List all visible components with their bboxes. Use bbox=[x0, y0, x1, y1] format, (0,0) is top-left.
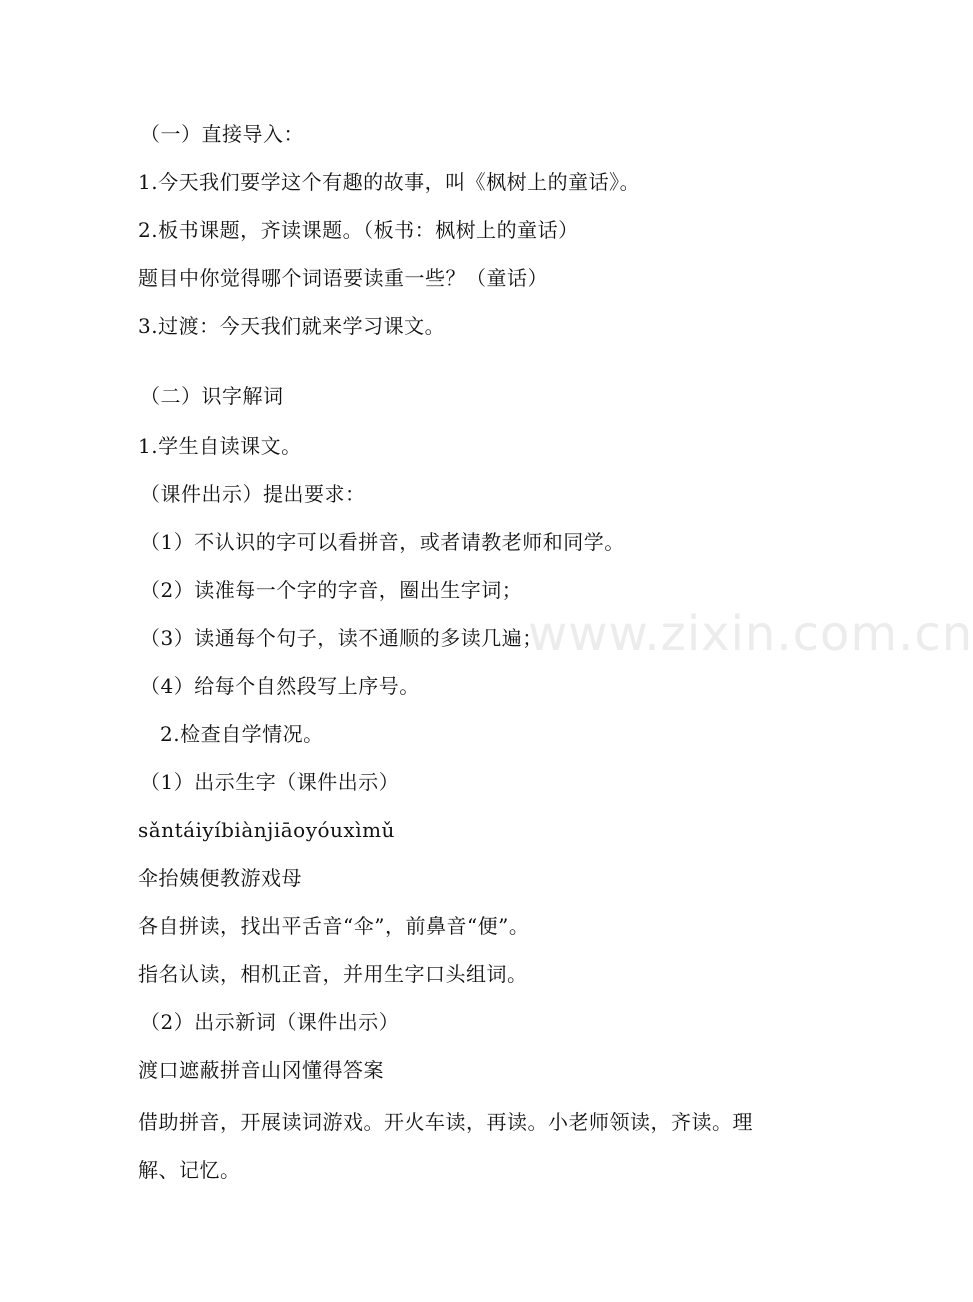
list-item: （2）出示新词（课件出示） bbox=[140, 1010, 400, 1034]
list-item: （4）给每个自然段写上序号。 bbox=[140, 674, 420, 698]
paragraph-line: 1.今天我们要学这个有趣的故事，叫《枫树上的童话》。 bbox=[138, 170, 641, 194]
paragraph-line: 各自拼读，找出平舌音“伞”，前鼻音“便”。 bbox=[138, 914, 530, 938]
paragraph-line: （课件出示）提出要求： bbox=[140, 482, 366, 506]
paragraph-line: 1.学生自读课文。 bbox=[138, 434, 302, 458]
section-heading-intro: （一）直接导入： bbox=[140, 122, 304, 146]
paragraph-line: 2.板书课题，齐读课题。（板书：枫树上的童话） bbox=[138, 218, 579, 242]
list-item: （1）不认识的字可以看拼音，或者请教老师和同学。 bbox=[140, 530, 625, 554]
section-heading-vocabulary: （二）识字解词 bbox=[140, 384, 284, 408]
paragraph-line: 3.过渡：今天我们就来学习课文。 bbox=[138, 314, 446, 338]
paragraph-line: 指名认读，相机正音，并用生字口头组词。 bbox=[138, 962, 528, 986]
list-item: （3）读通每个句子，读不通顺的多读几遍； bbox=[140, 626, 543, 650]
paragraph-line: 题目中你觉得哪个词语要读重一些？（童话） bbox=[138, 266, 548, 290]
character-line: 伞抬姨便教游戏母 bbox=[138, 866, 302, 890]
paragraph-wrapped: 借助拼音，开展读词游戏。开火车读，再读。小老师领读，齐读。理解、记忆。 bbox=[138, 1110, 753, 1182]
list-item: （1）出示生字（课件出示） bbox=[140, 770, 400, 794]
paragraph-line: 2.检查自学情况。 bbox=[160, 722, 324, 746]
watermark: www.zixin.com.cn bbox=[528, 606, 973, 662]
pinyin-line: sǎntáiyíbiànjiāoyóuxìmǔ bbox=[138, 818, 395, 842]
vocabulary-line: 渡口遮蔽拼音山冈懂得答案 bbox=[138, 1058, 384, 1082]
list-item: （2）读准每一个字的字音，圈出生字词； bbox=[140, 578, 523, 602]
